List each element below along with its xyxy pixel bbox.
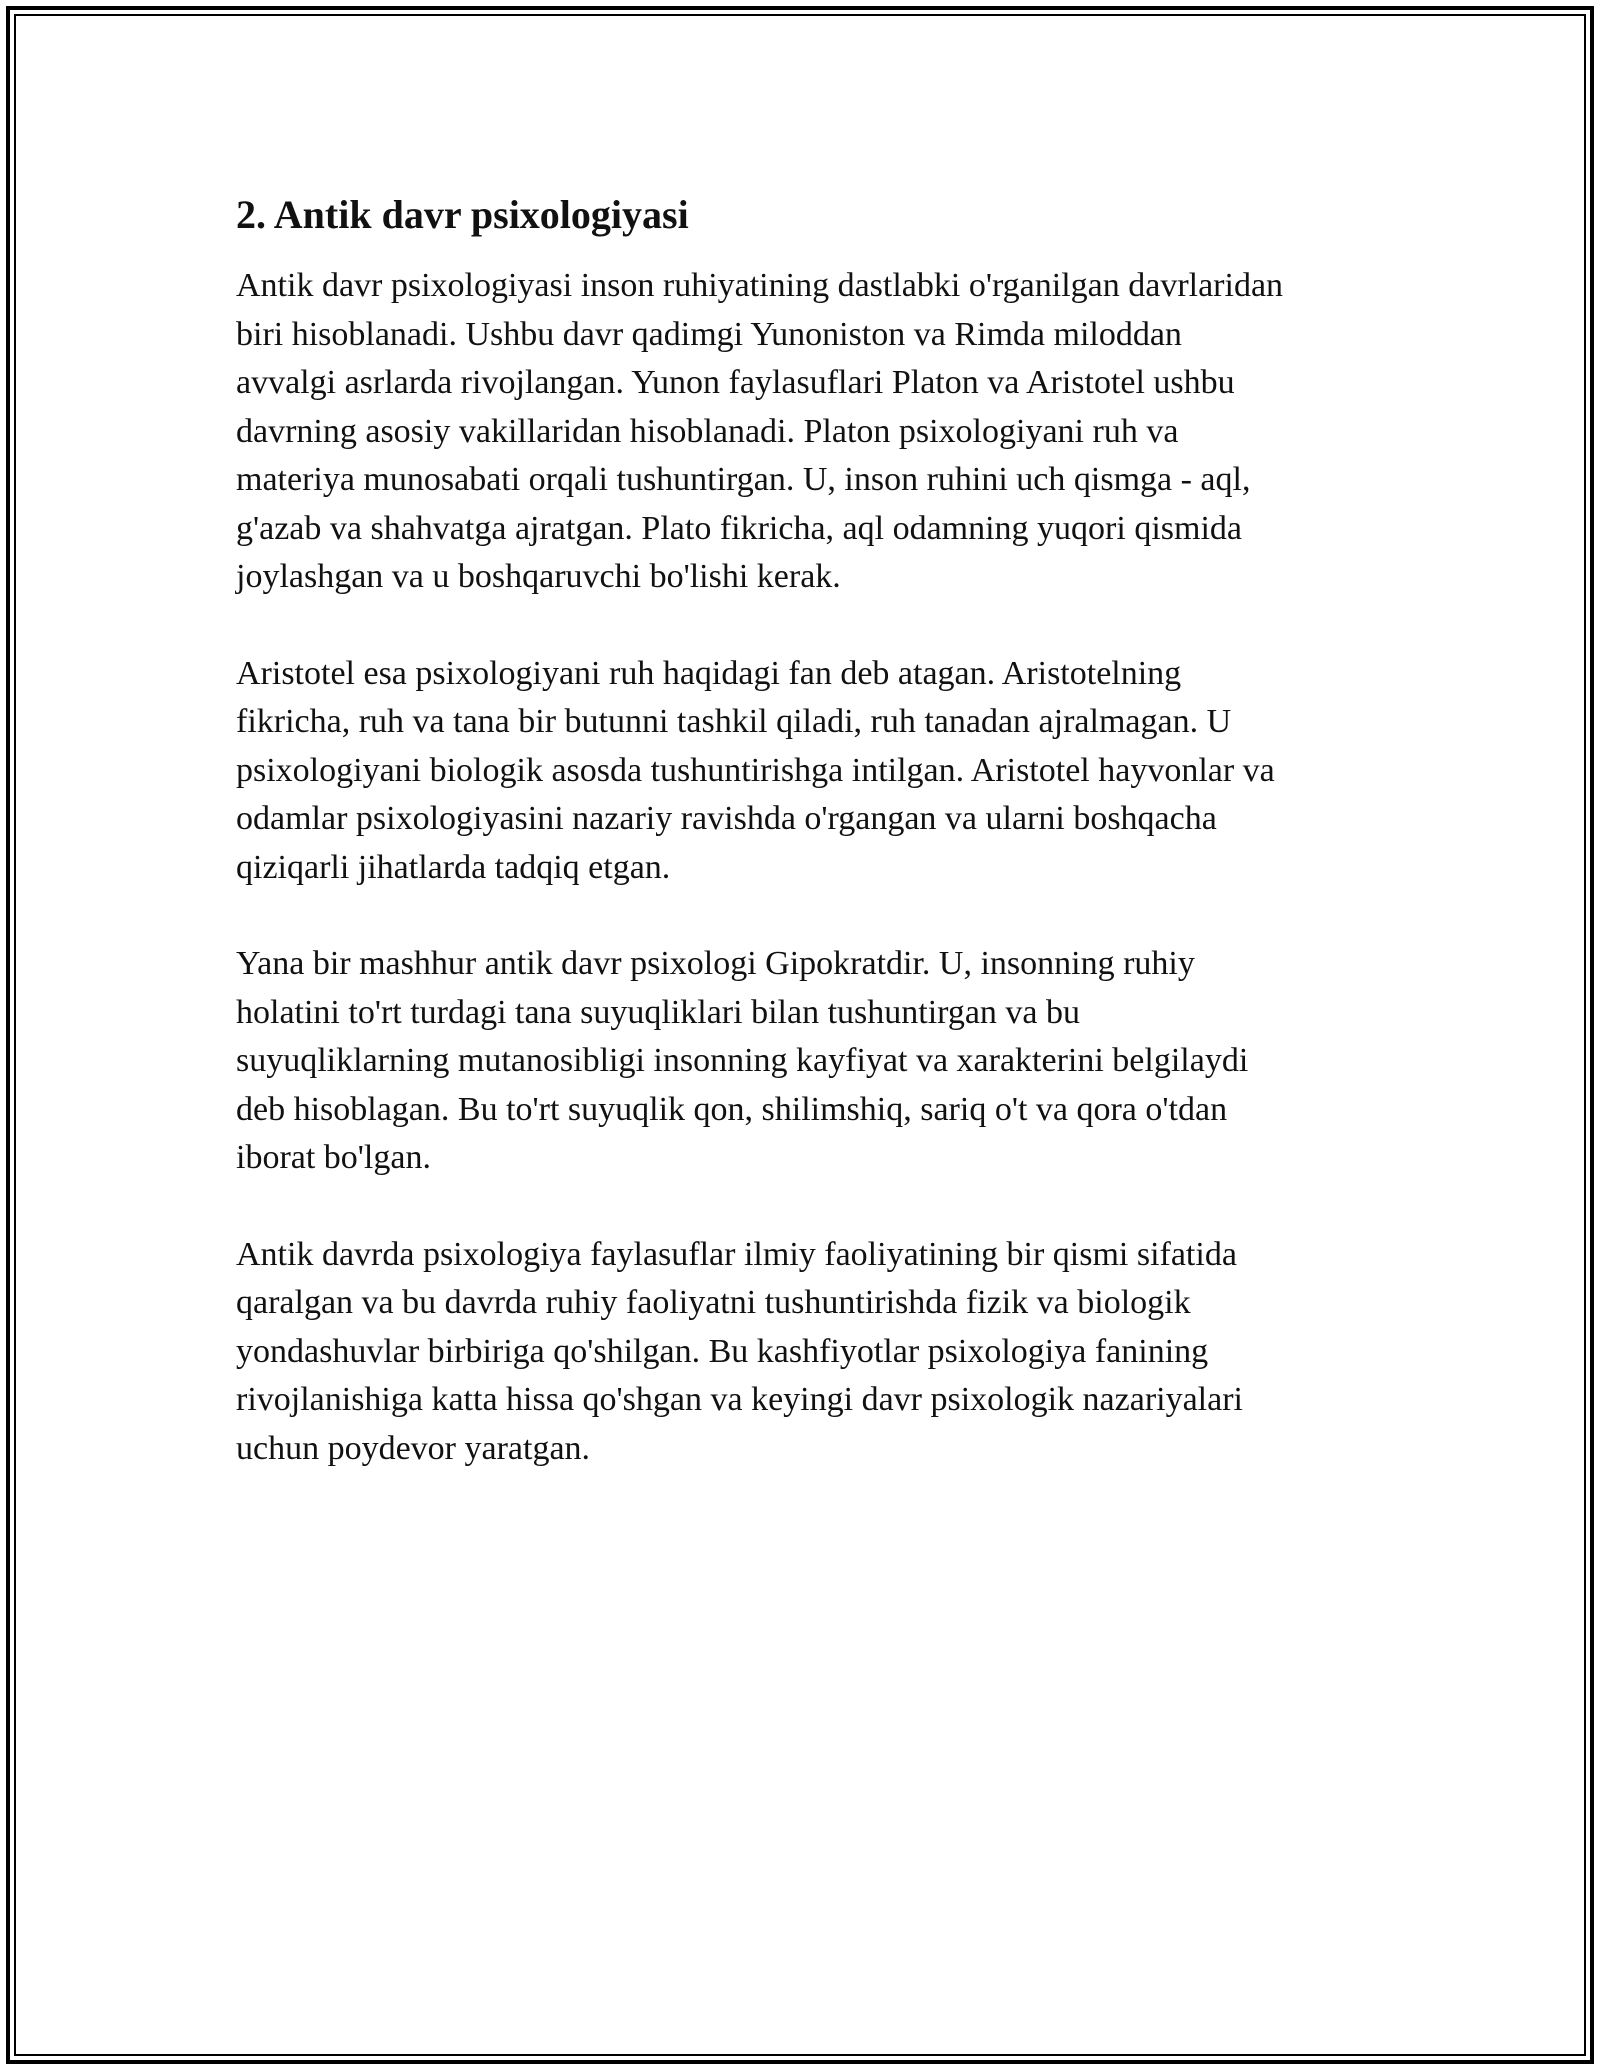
paragraph-line: Antik davr psixologiyasi inson ruhiyatining dastlabki o'rganilgan davrlaridan xyxy=(236,267,1284,304)
paragraph-line: Yana bir mashhur antik davr psixologi Gipokratdir. U, insonning ruhiy xyxy=(236,945,1195,982)
paragraph-1 xyxy=(236,262,1376,602)
paragraph-line: rivojlanishiga katta hissa qo'shgan va keyingi davr psixologik nazariyalari xyxy=(236,1381,1243,1418)
paragraph-3 xyxy=(236,940,1376,1183)
paragraph-line: iborat bo'lgan. xyxy=(236,1139,431,1176)
paragraph-line: psixologiyani biologik asosda tushuntirishga intilgan. Aristotel hayvonlar va xyxy=(236,751,1275,789)
paragraph-2 xyxy=(236,650,1376,893)
paragraph-line: holatini to'rt turdagi tana suyuqliklari bilan tushuntirgan va bu xyxy=(236,993,1081,1031)
paragraph-line: suyuqliklarning mutanosibligi insonning kayfiyat va xarakterini belgilaydi xyxy=(236,1042,1249,1079)
paragraph-line: uchun poydevor yaratgan. xyxy=(236,1429,591,1467)
paragraph-line: yondashuvlar birbiriga qo'shilgan. Bu kashfiyotlar psixologiya fanining xyxy=(236,1332,1209,1370)
section-heading: 2. Antik davr psixologiyasi xyxy=(236,192,689,237)
paragraph-line: Antik davrda psixologiya faylasuflar ilmiy faoliyatining bir qismi sifatida xyxy=(236,1235,1237,1273)
paragraph-line: deb hisoblagan. Bu to'rt suyuqlik qon, shilimshiq, sariq o't va qora o'tdan xyxy=(236,1090,1228,1128)
paragraph-line: qiziqarli jihatlarda tadqiq etgan. xyxy=(236,848,671,886)
paragraph-line: biri hisoblanadi. Ushbu davr qadimgi Yunoniston va Rimda miloddan xyxy=(236,315,1182,353)
paragraph-line: g'azab va shahvatga ajratgan. Plato fikricha, aql odamning yuqori qismida xyxy=(236,509,1242,547)
paragraph-line: Aristotel esa psixologiyani ruh haqidagi fan deb atagan. Aristotelning xyxy=(236,654,1182,692)
paragraph-line: davrning asosiy vakillaridan hisoblanadi. Platon psixologiyani ruh va xyxy=(236,412,1179,450)
paragraph-line: fikricha, ruh va tana bir butunni tashkil qiladi, ruh tanadan ajralmagan. U xyxy=(236,703,1232,740)
document-body xyxy=(236,190,1376,1521)
paragraph-line: materiya munosabati orqali tushuntirgan. U, inson ruhini uch qismga - aql, xyxy=(236,461,1251,498)
paragraph-line: qaralgan va bu davrda ruhiy faoliyatni tushuntirishda fizik va biologik xyxy=(236,1284,1191,1321)
paragraph-line: odamlar psixologiyasini nazariy ravishda o'rgangan va ularni boshqacha xyxy=(236,800,1217,837)
paragraph-line: joylashgan va u boshqaruvchi bo'lishi kerak. xyxy=(236,558,841,595)
paragraph-line: avvalgi asrlarda rivojlangan. Yunon faylasuflari Platon va Aristotel ushbu xyxy=(236,364,1235,401)
paragraph-4 xyxy=(236,1231,1376,1474)
